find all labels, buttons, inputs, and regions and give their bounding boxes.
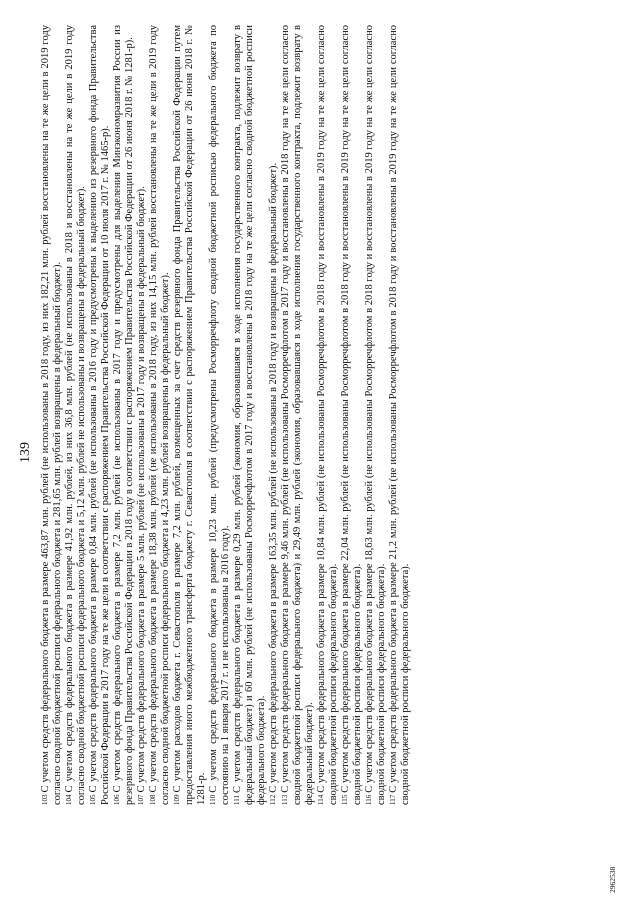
footnote-number: 114 <box>317 794 325 805</box>
footnote-text: С учетом средств федерального бюджета в размере 10,84 млн. рублей (не использованы Росморречфлотом в 2018 году и восстановлены в 2019 году на те же цели согласно сводной бюджетной росписи федерального бюджета). <box>316 25 339 805</box>
footnote <box>208 25 232 805</box>
footnote <box>40 25 64 805</box>
page-number: 139 <box>18 442 33 463</box>
footnote-number: 116 <box>365 794 373 805</box>
footnote <box>316 25 340 805</box>
footnote-text: С учетом средств федерального бюджета в размере 9,46 млн. рублей (не использованы Росморречфлотом в 2017 году и восстановлены в 2018 году на те же цели согласно сводной бюджетной росписи федерального бюджета) и 29,49 млн. рублей (экономия, образовавшаяся в ходе исполнения государственного контракта, подлежит возврату в федеральный бюджет). <box>280 25 315 805</box>
footnote-number: 108 <box>149 794 157 805</box>
footnote-text: С учетом средств федерального бюджета в размере 0,29 млн. рублей (экономия, образовавшаяся в ходе исполнения государственного контракта, подлежит возврату в федеральный бюджет) и 60 млн. рублей (не использованы Росморречфлотом в 2017 году и восстановлены в 2018 году на те же цели согласно сводной бюджетной росписи федерального бюджета). <box>232 25 267 805</box>
footnote-text: С учетом средств федерального бюджета в размере 18,38 млн. рублей (не использованы в 2018 году, из них 14,15 млн. рублей восстановлены на те же цели в 2019 году согласно сводной бюджетной росписи федерального бюджета и 4,23 млн. рублей возвращены в федеральный бюджет). <box>148 25 171 805</box>
document-code: 2962538 <box>608 866 617 893</box>
footnote <box>136 25 148 805</box>
footnote-number: 105 <box>89 794 97 805</box>
footnote-text: С учетом средств федерального бюджета в размере 7,2 млн. рублей (не использованы в 2017 году и предусмотрены для выделения Минэкономразвития России из резервного фонда Правительства Российской Федерации в 2018 году в соответствии с распоряжением Правительства Российской Федерации от 26 июня 2018 г. № 1281-р). <box>112 25 135 805</box>
footnote <box>232 25 268 805</box>
footnote-text: С учетом средств федерального бюджета в размере 163,35 млн. рублей (не использованы в 2018 году и возвращены в федеральный бюджет). <box>268 162 279 793</box>
footnote <box>340 25 364 805</box>
footnote <box>64 25 88 805</box>
footnote-text: С учетом средств федерального бюджета в размере 463,87 млн. рублей (не использованы в 2018 году, из них 182,21 млн. рублей восстановлены на те же цели в 2019 году согласно сводной бюджетной росписи федерального бюджета и 281,65 млн. рублей возвращены в федеральный бюджет). <box>40 25 63 805</box>
footnote-number: 109 <box>173 794 181 805</box>
footnote-text: С учетом средств федерального бюджета в размере 5 млн. рублей (не использованы в 2017 году и возвращены в федеральный бюджет). <box>136 186 147 793</box>
footnote <box>88 25 112 805</box>
footnote-number: 104 <box>65 794 73 805</box>
footnote-number: 117 <box>389 794 397 805</box>
footnote-number: 107 <box>137 794 145 805</box>
footnote-number: 111 <box>233 795 241 805</box>
footnote-number: 106 <box>113 794 121 805</box>
footnote <box>268 25 280 805</box>
footnote <box>388 25 412 805</box>
footnote <box>148 25 172 805</box>
footnote-text: С учетом средств федерального бюджета в размере 18,63 млн. рублей (не использованы Росморречфлотом в 2018 году и восстановлены в 2019 году на те же цели согласно сводной бюджетной росписи федерального бюджета). <box>364 25 387 805</box>
footnote <box>172 25 208 805</box>
footnote <box>364 25 388 805</box>
footnotes-block <box>40 25 412 805</box>
footnote-number: 113 <box>281 794 289 805</box>
footnote <box>112 25 136 805</box>
footnote-number: 110 <box>209 794 217 805</box>
footnote-text: С учетом средств федерального бюджета в размере 10,23 млн. рублей (предусмотрены Росморречфлоту сводной бюджетной росписью федерального бюджета по состоянию на 1 января 2017 г. и не использованы в 2016 году). <box>208 25 231 805</box>
footnote-text: С учетом расходов бюджета г. Севастополя в размере 7,2 млн. рублей, возмещенных за счет средств резервного фонда Правительства Российской Федерации путем предоставления иного межбюджетного трансферта бюджету г. Севастополя в соответствии с распоряжением Правительства Российской Федерации от 26 июня 2018 г. № 1281-р. <box>172 25 207 805</box>
footnote-text: С учетом средств федерального бюджета в размере 41,92 млн. рублей, из них 36,8 млн. рублей (не использованы в 2018 и восстановлены на те же цели в 2019 году согласно сводной бюджетной росписи федерального бюджета и 5,12 млн. рублей не использованы и возвращены в федеральный бюджет). <box>64 25 87 805</box>
footnote-text: С учетом средств федерального бюджета в размере 0,84 млн. рублей (не использованы в 2016 году и предусмотрены к выделению из резервного фонда Правительства Российской Федерации в 2017 году на те же цели в соответствии с распоряжением Правительства Российской Федерации от 10 июля 2017 г. № 1465-р). <box>88 25 111 805</box>
footnote-number: 103 <box>41 794 49 805</box>
footnote-text: С учетом средств федерального бюджета в размере 21,2 млн. рублей (не использованы Росморречфлотом в 2018 году и восстановлены в 2019 году на те же цели согласно сводной бюджетной росписи федерального бюджета). <box>388 25 411 805</box>
footnote-text: С учетом средств федерального бюджета в размере 22,04 млн. рублей (не использованы Росморречфлотом в 2018 году и восстановлены в 2019 году на те же цели согласно сводной бюджетной росписи федерального бюджета). <box>340 25 363 805</box>
footnote-number: 115 <box>341 794 349 805</box>
footnote <box>280 25 316 805</box>
footnote-number: 112 <box>269 794 277 805</box>
